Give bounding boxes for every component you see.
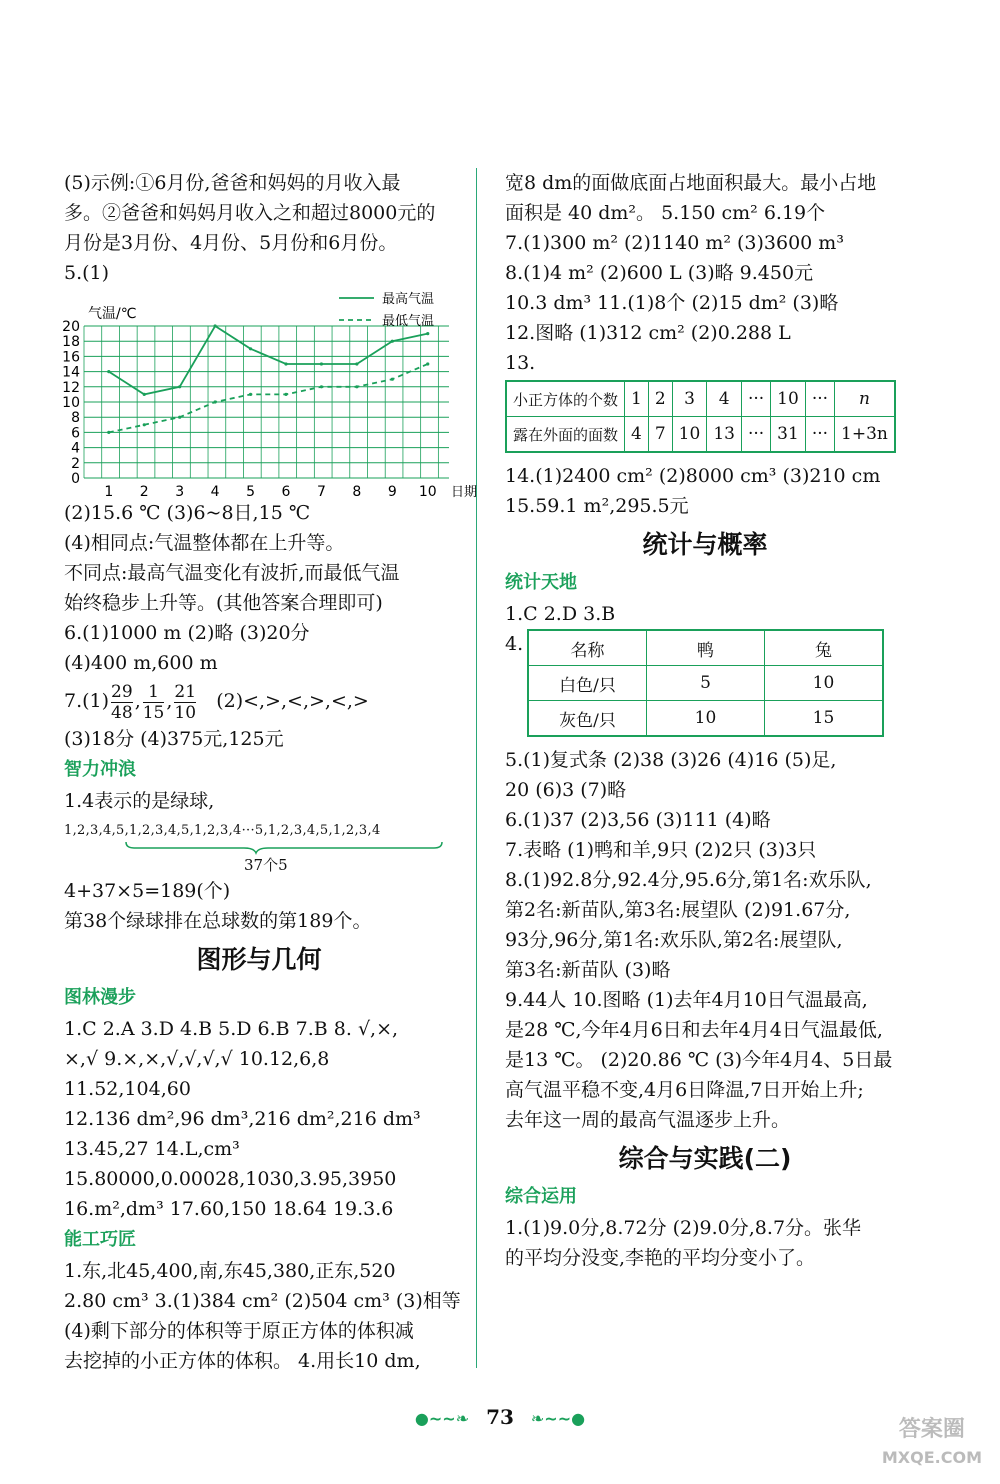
table-cell: 7 (648, 417, 672, 453)
text-line: 12.图略 (1)312 cm² (2)0.288 L (505, 322, 791, 344)
cube-faces-table (505, 380, 896, 453)
y-tick-label: 12 (62, 379, 80, 396)
denominator: 15 (142, 702, 165, 723)
column-divider (476, 168, 477, 1368)
section-heading: 智力冲浪 (64, 759, 136, 780)
data-point (178, 385, 181, 388)
y-tick-label: 8 (71, 410, 80, 427)
data-point (214, 400, 217, 403)
x-tick-label: 4 (210, 484, 220, 500)
text-line: 面积是 40 dm²。 5.150 cm² 6.19个 (505, 202, 826, 224)
data-point (320, 385, 323, 388)
text-line: (4)剩下部分的体积等于原正方体的体积减 (64, 1320, 414, 1342)
text-line: 4+37×5=189(个) (64, 880, 231, 902)
watermark-logo: 答案圈 (898, 1417, 965, 1442)
text-line: 1.东,北45,400,南,东45,380,正东,520 (64, 1260, 396, 1282)
text-line: 9.44人 10.图略 (1)去年4月10日气温最高, (505, 989, 868, 1011)
text-line: 1.C 2.A 3.D 4.B 5.D 6.B 7.B 8. √,×, (64, 1018, 399, 1040)
data-point (391, 378, 394, 381)
denominator: 48 (111, 702, 133, 723)
fraction (111, 682, 133, 723)
x-tick-label: 3 (175, 484, 185, 500)
text-line: ×,√ 9.×,×,√,√,√,√ 10.12,6,8 (64, 1048, 330, 1070)
text-line: 不同点:最高气温变化有波折,而最低气温 (64, 562, 400, 584)
table-cell: 5 (647, 666, 765, 701)
text-line: 第2名:新苗队,第3名:展望队 (2)91.67分, (505, 899, 851, 921)
x-tick-label: 8 (352, 484, 362, 500)
y-tick-label: 0 (71, 471, 80, 487)
brace-icon (64, 840, 454, 854)
table-cell: 15 (765, 701, 884, 737)
text-line: 第3名:新苗队 (3)略 (505, 959, 671, 981)
text-line: 13. (505, 352, 536, 374)
section-heading: 统计天地 (505, 572, 577, 593)
text-line: 高气温平稳不变,4月6日降温,7日开始上升; (505, 1079, 864, 1101)
text-line: (4)400 m,600 m (64, 652, 218, 674)
data-point (391, 340, 394, 343)
table-cell: 灰色/只 (528, 701, 647, 737)
table-cell: ··· (741, 417, 770, 453)
x-tick-label: 7 (316, 484, 326, 500)
text-line: 8.(1)92.8分,92.4分,95.6分,第1名:欢乐队, (505, 869, 872, 891)
text-line: 多。②爸爸和妈妈月收入之和超过8000元的 (64, 202, 436, 224)
table-cell: 1 (625, 381, 649, 417)
data-point (355, 362, 358, 365)
data-point (143, 423, 146, 426)
animal-table (527, 629, 884, 737)
y-tick-label: 10 (62, 395, 80, 411)
table-row (506, 381, 895, 417)
chapter-title: 图形与几何 (196, 945, 322, 974)
text-line: 20 (6)3 (7)略 (505, 779, 627, 801)
chapter-title: 综合与实践(二) (618, 1144, 792, 1173)
text-line: 第38个绿球排在总球数的第189个。 (64, 910, 372, 932)
data-point (249, 393, 252, 396)
y-tick-label: 18 (62, 334, 80, 351)
left-ornament-icon: ●~~❧ (414, 1409, 470, 1428)
fraction (143, 682, 165, 723)
fraction (174, 682, 196, 723)
table-cell: ··· (805, 417, 834, 453)
text-line: 12.136 dm²,96 dm³,216 dm²,216 dm³ (64, 1108, 421, 1130)
section-heading: 图林漫步 (64, 987, 136, 1008)
table-cell: 1+3n (835, 417, 895, 453)
x-tick-label: 9 (387, 484, 397, 500)
text-line: 16.m²,dm³ 17.60,150 18.64 19.3.6 (64, 1198, 394, 1220)
fraction-line: 7.(1) $\frac{29}{48}$ , $\frac{1}{15}$ , $\frac{21}{10}$ (2)<,>,<,>,<,> (64, 681, 369, 723)
text-line: 10.3 dm³ 11.(1)8个 (2)15 dm² (3)略 (505, 292, 839, 314)
table-cell: 4 (707, 381, 742, 417)
table-row (528, 666, 883, 701)
x-tick-label: 6 (281, 484, 291, 500)
animal-table-wrap (505, 629, 905, 745)
text-line: 去挖掉的小正方体的体积。 4.用长10 dm, (64, 1350, 421, 1372)
text-line: 是13 ℃。 (2)20.86 ℃ (3)今年4月4、5日最 (505, 1049, 893, 1071)
text-line: 8.(1)4 m² (2)600 L (3)略 9.450元 (505, 262, 814, 284)
table-cell: 10 (771, 381, 806, 417)
brace-group (64, 846, 454, 876)
text-line: 7.表略 (1)鸭和羊,9只 (2)2只 (3)3只 (505, 839, 817, 861)
x-axis-label: 日期 (451, 485, 478, 500)
section-heading: 能工巧匠 (64, 1229, 136, 1250)
y-tick-label: 4 (71, 440, 80, 457)
table-cell: 小正方体的个数 (506, 381, 625, 417)
x-tick-label: 2 (139, 484, 149, 500)
data-point (107, 370, 110, 373)
numerator: 21 (174, 681, 197, 702)
text-line: 是28 ℃,今年4月6日和去年4月4日气温最低, (505, 1019, 883, 1041)
table-cell: 3 (672, 381, 707, 417)
text-line: 93分,96分,第1名:欢乐队,第2名:展望队, (505, 929, 843, 951)
table-cell: 4 (625, 417, 649, 453)
text-line: 14.(1)2400 cm² (2)8000 cm³ (3)210 cm (505, 465, 881, 487)
text-line: 1.4表示的是绿球, (64, 790, 215, 812)
table-cell: 10 (765, 666, 884, 701)
watermark (882, 1416, 982, 1472)
table-cell: 露在外面的面数 (506, 417, 625, 453)
right-column (505, 168, 905, 1273)
text-line: 15.80000,0.00028,1030,3.95,3950 (64, 1168, 397, 1190)
text-line: 15.59.1 m²,295.5元 (505, 495, 689, 517)
series-line-max (109, 326, 428, 394)
page-number: 73 (486, 1405, 514, 1429)
data-point (249, 347, 252, 350)
data-point (143, 393, 146, 396)
table-cell: 10 (647, 701, 765, 737)
denominator: 10 (174, 702, 197, 723)
data-point (426, 332, 429, 335)
y-tick-label: 2 (71, 455, 80, 472)
table-row (506, 417, 895, 453)
text-span: (2)<,>,<,>,<,> (216, 690, 369, 712)
text-line: 7.(1)300 m² (2)1140 m² (3)3600 m³ (505, 232, 844, 254)
table-cell: 白色/只 (528, 666, 647, 701)
x-tick-label: 1 (104, 484, 114, 500)
table-row (528, 630, 883, 666)
chapter-title: 统计与概率 (642, 530, 768, 559)
numerator: 1 (143, 682, 165, 703)
data-point (284, 362, 287, 365)
numerator: 29 (111, 681, 133, 702)
y-tick-label: 16 (62, 349, 80, 366)
table-cell: 2 (648, 381, 672, 417)
x-tick-label: 5 (246, 484, 256, 500)
text-line: 1.(1)9.0分,8.72分 (2)9.0分,8.7分。张华 (505, 1217, 862, 1239)
legend-label: 最高气温 (382, 292, 435, 307)
table-cell: ··· (805, 381, 834, 417)
data-point (320, 362, 323, 365)
text-line: (5)示例:①6月份,爸爸和妈妈的月收入最 (64, 172, 401, 194)
data-point (426, 362, 429, 365)
text-span: 7.(1) (64, 690, 110, 712)
section-heading: 综合运用 (505, 1186, 577, 1207)
page-footer (0, 1405, 1000, 1429)
text-line: 6.(1)1000 m (2)略 (3)20分 (64, 622, 310, 644)
text-line: (3)18分 (4)375元,125元 (64, 728, 284, 750)
text-line: 5.(1)复式条 (2)38 (3)26 (4)16 (5)足, (505, 749, 837, 771)
data-point (214, 324, 217, 327)
y-tick-label: 20 (62, 319, 80, 335)
series-line-min (109, 364, 428, 432)
text-line: 宽8 dm的面做底面占地面积最大。最小占地 (505, 172, 877, 194)
table-header-cell: 名称 (528, 630, 647, 666)
number-sequence: 1,2,3,4,5,1,2,3,4,5,1,2,3,4···5,1,2,3,4,5,1,2,3,4 (64, 823, 381, 838)
text-line: 5.(1) (64, 262, 110, 284)
table-cell: 10 (672, 417, 707, 453)
brace-label: 37个5 (244, 856, 288, 874)
data-point (355, 385, 358, 388)
text-line: 6.(1)37 (2)3,56 (3)111 (4)略 (505, 809, 771, 831)
y-tick-label: 6 (71, 425, 80, 442)
table-cell: 13 (707, 417, 742, 453)
text-line: 的平均分没变,李艳的平均分变小了。 (505, 1247, 816, 1269)
table-cell: 31 (771, 417, 806, 453)
table-cell: n (835, 381, 895, 417)
text-line: (2)15.6 ℃ (3)6~8日,15 ℃ (64, 502, 311, 524)
y-axis-label: 气温/℃ (88, 306, 137, 322)
table-cell: ··· (741, 381, 770, 417)
text-line: 去年这一周的最高气温逐步上升。 (505, 1109, 791, 1131)
data-point (107, 431, 110, 434)
text-line: (4)相同点:气温整体都在上升等。 (64, 532, 345, 554)
text-line: 11.52,104,60 (64, 1078, 191, 1100)
left-column (62, 168, 478, 1376)
y-tick-label: 14 (62, 364, 80, 381)
text-line: 13.45,27 14.L,cm³ (64, 1138, 240, 1160)
text-line: 始终稳步上升等。(其他答案合理即可) (64, 592, 383, 614)
watermark-url: MXQE.COM (881, 1448, 982, 1467)
data-point (178, 416, 181, 419)
table-header-cell: 兔 (765, 630, 884, 666)
table-header-cell: 鸭 (647, 630, 765, 666)
table-row (528, 701, 883, 737)
legend-label: 最低气温 (382, 314, 435, 329)
temperature-line-chart (62, 288, 478, 500)
text-line: 月份是3月份、4月份、5月份和6月份。 (64, 232, 398, 254)
data-point (284, 393, 287, 396)
text-line: 1.C 2.D 3.B (505, 603, 616, 625)
text-line: 4. (505, 633, 524, 655)
text-line: 2.80 cm³ 3.(1)384 cm² (2)504 cm³ (3)相等 (64, 1290, 461, 1312)
x-tick-label: 10 (418, 484, 437, 500)
right-ornament-icon: ❧~~● (530, 1409, 586, 1428)
